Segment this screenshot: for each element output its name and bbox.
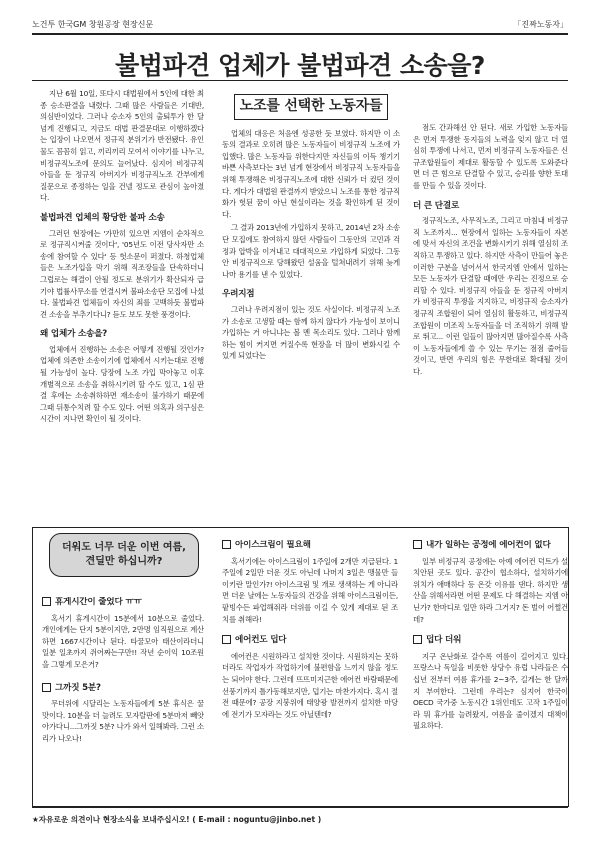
item-hot-heading: 덥다 더워 <box>413 635 568 647</box>
footer-note: ★자유로운 의견이나 현장소식을 보내주십시오! ( E-mail : noguntu@jinbo.net ) <box>32 815 322 824</box>
subheading-why-suit: 왜 업체가 소송을? <box>40 329 108 340</box>
square-bullet-icon <box>42 597 51 606</box>
page-header <box>32 16 568 30</box>
right-paragraph-1: 점도 간과해선 안 된다. 새로 가입한 노동자들은 먼저 투쟁한 동지들의 노력을 잊지 않고 더 열심히 투쟁에 나서고, 먼저 비정규직 노동자들은 신규조합원들이 제대로 활동할 수 있도록 도와준다면 더 큰 힘으로 단결할 수 있고, 승리를 향한 토대를 만들 수 있을 것이다. <box>413 123 568 190</box>
header-rule <box>32 33 568 35</box>
lead-paragraph-1: 지난 6월 10일, 또다시 대법원에서 5인에 대한 최종 승소판결을 내렸다. 그때 많은 사람들은 기대반, 의심반이었다. 그러나 승소자 5인의 출퇴투가 한 달 넘게 진행되고, 지금도 대법 판결문대로 이행하겠다는 입장이 나오면서 정규직 분위기가 반전됐다. 유인물도 꼼꼼히 읽고, 끼리끼리 모여서 이야기를 나누고, 비정규직노조에 문의도 늘어났다. 심지어 비정규직 아들을 둔 정규직 아버지가 비정규직노조 간부에게 질문으로 종정하는 일을 건넬 정도로 관심이 높아졌다. <box>40 89 204 203</box>
lead-paragraph-2: 그러던 현장에는 '가만히 있으면 지엠이 순차적으로 정규직시켜줄 것이다', '05년도 이전 당사자만 소송에 참여할 수 있다' 등 헛소문이 퍼졌다. 하청업체들은 노조가입을 막기 위해 직조장들을 단속하더니 그럽로는 해결이 안될 정도로 분위기가 확산되자 급기야 법률사무소를 연결시켜 불파소송단 모집에 나섰다. 불법파견 업체들이 자신의 죄를 고백하듯 불법파견 소송을 부추기다니? 듣도 보도 못한 풍경이다. <box>40 228 204 319</box>
header-left: 노건투 한국GM 창원공장 현장신문 <box>32 20 154 29</box>
lead-column <box>40 88 204 518</box>
footer-rule <box>32 806 568 808</box>
subheading-concerns: 우려지점 <box>222 289 255 300</box>
middle-paragraph-1: 업체의 대응은 처음엔 성공한 듯 보였다. 하지만 이 소동의 결과로 오히려 많은 노동자들이 비정규직 노조에 가입했다. 많은 노동자들 위한다지만 자신들의 이득 챙기기 바쁜 사측보다는 3년 넘게 현장에서 비정규직 노동자들을 위해 투쟁해온 비정규직노조에 대한 신뢰가 더 컸던 것이다. 게다가 대법원 판결까지 받았으니 노조를 통한 정규직화가 헛된 꿈이 아닌 현실이라는 것을 확인하게 된 것이다. <box>222 128 400 219</box>
box-column-2 <box>222 540 398 802</box>
item-no-aircon-heading: 내가 일하는 공정에 에어컨이 없다 <box>413 540 568 552</box>
box-column-3 <box>413 540 568 802</box>
page-title: 불법파견 업체가 불법파견 소송을? <box>115 51 485 80</box>
section-heading-union: 노조를 선택한 노동자들 <box>234 94 388 120</box>
banner-line-2: 견딜만 하십니까? <box>85 556 163 567</box>
right-paragraph-2: 정규직노조, 사무직노조, 그리고 마침내 비정규직 노조까지... 현장에서 일하는 노동자들이 자본에 맞서 자신의 조건을 변화시키기 위해 열심히 조직하고 투쟁하고 있다. 하지만 사측이 만들어 놓은 이러한 구분을 넘어서서 한국지엠 안에서 일하는 모든 노동자가 단결할 때에만 우리는 진정으로 승리할 수 있다. 비정규직 아들을 둔 정규직 아버지가 비정규직 투쟁을 지지하고, 비정규직 승소자가 정규직 조합원이 되어 열심히 활동하고, 비정규직 조합원이 미조직 노동자들을 더 조직하기 위해 발로 뛰고... 이런 일들이 많아지면 많아질수록 사측이 노동자들에게 쓸 수 있는 무기는 점점 줄어들 것이고, 반면 우리의 힘은 무한대로 확대될 것이다. <box>413 216 568 376</box>
square-bullet-icon <box>222 540 231 549</box>
item-icecream-text: 혹서기에는 아이스크림이 1주일에 2개만 지급된다. 1주일에 2일만 더운 것도 아닌데 나머지 3일은 맹물만 들이키란 말인가?! 아이스크림 및 개로 생색하는 게 아니라면 더운 날에는 노동자들의 건강을 위해 아이스크림이든, 팥빙수든 파업해줘라 더위를 이길 수 있게 제대로 된 조치를 취해라! <box>222 556 398 624</box>
banner-line-1: 더워도 너무 더운 이번 여름, <box>62 542 186 553</box>
lead-paragraph-3: 업체에서 진행하는 소송은 어떻게 진행될 것인가? 업체에 의존한 소송이기에 업체에서 시키는대로 진행될 가능성이 높다. 당장에 노조 가입 막아놓고 이후 개별적으로 소송을 취하시키려 할 수도 있고, 1심 판결 후에는 소송취하하면 재소송이 불가하기 때문에 그때 뒤통수치려 할 수도 있다. 어떤 의혹과 의구심은 시간이 지나면 확인이 될 것이다. <box>40 344 204 424</box>
summer-banner <box>49 533 199 577</box>
box-column-1 <box>42 597 204 797</box>
right-column <box>413 122 568 520</box>
middle-paragraph-3: 그러나 우려지점이 있는 것도 사실이다. 비정규직 노조가 소송로 고생할 때는 함께 하지 않다가 가능성이 보이니 가입하는 거 아니냐는 볼 멘 목소리도 있다. 그러나 함께 하는 힘이 커지면 커질수록 현장을 더 많이 변화시킬 수 있게 되었다는 <box>222 304 400 361</box>
item-icecream-heading: 아이스크림이 필요해 <box>222 540 398 552</box>
item-aircon-heading: 에어컨도 덥다 <box>222 635 398 647</box>
item-break-time-text: 혹서기 휴게시간이 15분에서 10분으로 줄었다. 개인에게는 단지 5분이지만, 2만명 임직원으로 계산하면 1667시간이나 된다. 타꿀모아 태산이라더니 일분 일초까지 쥐어짜는구만!! 작년 순이익 10조원을 그렇게 모은거? <box>42 613 204 669</box>
item-break-time-heading: 휴게시간이 줄었다 ㅠㅠ <box>42 597 204 609</box>
title-rule <box>32 80 568 81</box>
square-bullet-icon <box>413 635 422 644</box>
middle-paragraph-2: 그 결과 2013년에 가입하지 못하고, 2014년 2차 소송단 모집에도 참여하지 않던 사람들이 그동안의 고민과 걱정과 압박을 이겨내고 대대적으로 가입하게 되었다. 그동안 비정규직으로 당해왔던 설움을 털쳐내려기 위해 늦게나마 용기를 낸 수 있었다. <box>222 223 400 279</box>
item-aircon-text: 에어컨은 시원하라고 설치한 것이다. 시원하지는 못하더라도 작업자가 작업하기에 불편함을 느끼지 않을 정도는 되어야 한다. 그런데 뜨뜨미지근한 에어컨 바람때문에 선풍기까지 틀가동해보지만, 덥기는 마찬가지다. 혹시 절전 때문에? 공장 지붕위에 태양광 발전까지 설치한 마당에 전기가 모자라는 것도 아닐텐데? <box>222 651 398 719</box>
item-five-minutes-text: 무더위에 시달리는 노동자들에게 5분 휴식은 꿀맛이다. 10분을 더 늘려도 모자랄판에 5분마저 빼앗아가다니...그까짓 5분? 나가 와서 일해봐라. 그런 소리가 나오나! <box>42 699 204 743</box>
square-bullet-icon <box>222 635 231 644</box>
item-no-aircon-text: 일부 비정규직 공정에는 아예 에어컨 덕트가 설치안된 곳도 있다. 공간이 협소하다, 설치하기에 위치가 애매하다 등 온갖 이유를 댄다. 하지만 생산을 위해서라면 어떤 문제도 다 해결하는 지엠 아닌가? 한마디로 일만 하라 그거지? 돈 벌어 어쩔건데? <box>413 556 568 624</box>
item-five-minutes-heading: 그까짓 5분? <box>42 683 204 695</box>
square-bullet-icon <box>413 540 422 549</box>
middle-column <box>222 94 400 519</box>
header-right: 「진짜노동자」 <box>513 20 568 29</box>
square-bullet-icon <box>42 683 51 692</box>
item-hot-text: 지구 온난화로 갈수록 여름이 길어지고 있다. 프랑스나 독일을 비롯한 상당수 유럽 나라들은 수십년 전부터 여름 휴가를 2~3주, 길게는 한 달까지 부여한다. 그런데 우리는? 심지어 한국이 OECD 국가중 노동시간 1위인데도 고작 1주일이라 뭐 휴가를 늘려왔지, 여름을 줄이겠지 대책이 필요하다. <box>413 651 568 731</box>
subheading-illegal-suit: 불법파견 업체의 황당한 불파 소송 <box>40 212 165 223</box>
subheading-unity: 더 큰 단결로 <box>413 200 460 211</box>
